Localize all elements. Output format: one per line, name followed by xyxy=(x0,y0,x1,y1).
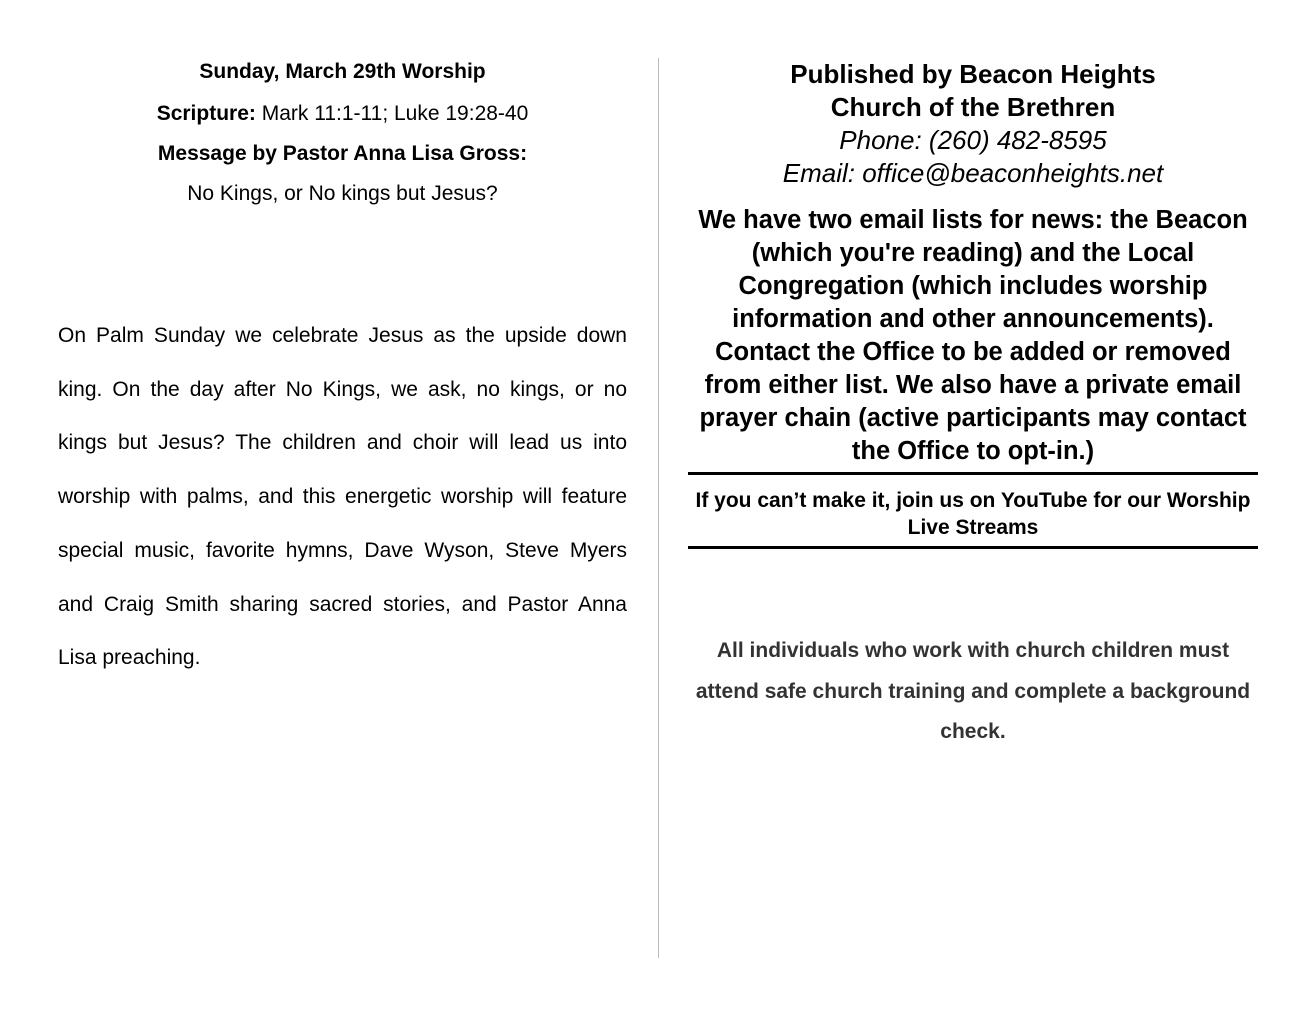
publisher-line-2: Church of the Brethren xyxy=(830,92,1116,122)
message-title: No Kings, or No kings but Jesus? xyxy=(187,182,498,205)
youtube-notice: If you can’t make it, join us on YouTube for our Worship Live Streams xyxy=(688,475,1258,549)
info-column xyxy=(688,58,1258,753)
phone-number: Phone: (260) 482-8595 xyxy=(839,125,1107,155)
publisher-line-1: Published by Beacon Heights xyxy=(790,59,1156,89)
scripture-value: Mark 11:1-11; Luke 19:28-40 xyxy=(255,102,529,125)
scripture-line xyxy=(58,100,627,128)
message-byline: Message by Pastor Anna Lisa Gross: xyxy=(157,142,528,165)
worship-column xyxy=(58,58,627,685)
scripture-label: Scripture: xyxy=(156,102,256,125)
email-lists-notice: We have two email lists for news: the Beacon (which you're reading) and the Local Congregation (which includes worship information and other announcements). Contact the Office to be added or removed from either list. We also have a private email prayer chain (active participants may contact the Office to opt-in.) xyxy=(688,204,1258,475)
email-address: Email: office@beaconheights.net xyxy=(782,158,1164,188)
worship-heading: Sunday, March 29th Worship xyxy=(199,60,486,83)
worship-description: On Palm Sunday we celebrate Jesus as the upside down king. On the day after No Kings, we ask, no kings, or no kings but Jesus? The children and choir will lead us into worship with palms, and this energetic worship will feature special music, favorite hymns, Dave Wyson, Steve Myers and Craig Smith sharing sacred stories, and Pastor Anna Lisa preaching. xyxy=(58,324,627,670)
safe-church-notice: All individuals who work with church children must attend safe church training and complete a background check. xyxy=(695,639,1251,743)
column-divider xyxy=(658,58,659,958)
